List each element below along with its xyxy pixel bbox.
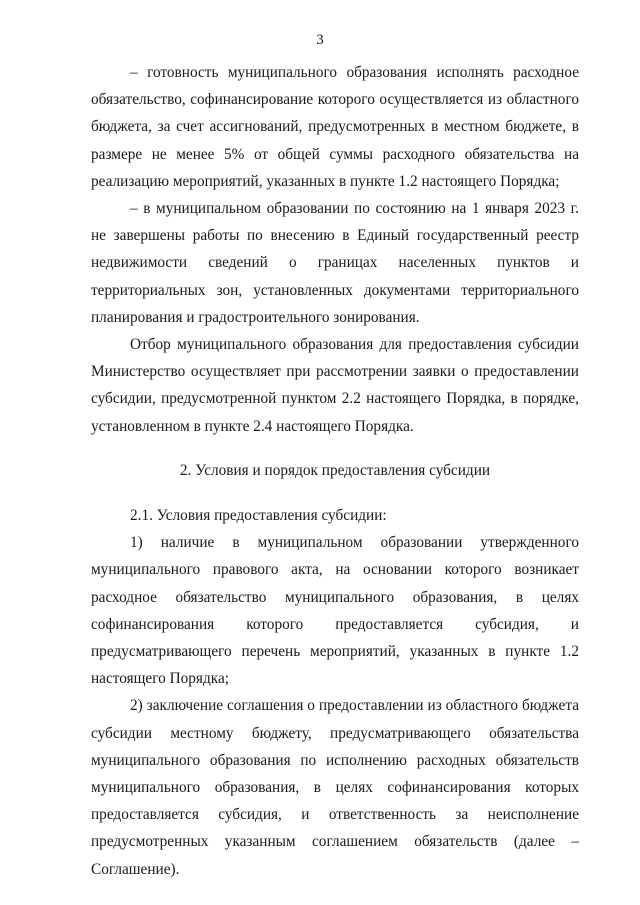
paragraph-registry-condition: – в муниципальном образовании по состоянию на 1 января 2023 г. не завершены работы по внесению в Единый государственный реестр недвижимости сведений о границах населенных пунктов и территориальных зон, установленных документами территориального планирования и градостроительного зонирования.: [91, 200, 579, 326]
section-heading: 2. Условия и порядок предоставления субсидии: [179, 461, 491, 479]
paragraph-readiness-condition: – готовность муниципального образования исполнять расходное обязательство, софинансирование которого осуществляется из областного бюджета, за счет ассигнований, предусмотренных в местном бюджете, в размере не менее 5% от общей суммы расходного обязательства на реализацию мероприятий, указанных в пункте 1.2 настоящего Порядка;: [91, 64, 579, 190]
page-number: 3: [316, 32, 324, 48]
document-body: [91, 59, 579, 883]
condition-item-1: 1) наличие в муниципальном образовании утвержденного муниципального правового акта, на основании которого возникает расходное обязательство муниципального образования, в целях софинансирования которого предоставляется субсидия, и предусматривающего перечень мероприятий, указанных в пункте 1.2 настоящего Порядка;: [91, 534, 579, 688]
paragraph-selection: Отбор муниципального образования для предоставления субсидии Министерство осуществляет при рассмотрении заявки о предоставлении субсидии, предусмотренной пунктом 2.2 настоящего Порядка, в порядке, установленном в пункте 2.4 настоящего Порядка.: [91, 336, 579, 435]
subsection-title: 2.1. Условия предоставления субсидии:: [130, 507, 387, 525]
condition-item-2: 2) заключение соглашения о предоставлении из областного бюджета субсидии местному бюджету, предусматривающего обязательства муниципального образования по исполнению расходных обязательств муниципального образования, в целях софинансирования которых предоставляется субсидия, и ответственность за неисполнение предусмотренных указанным соглашением обязательств (далее – Соглашение).: [91, 697, 579, 878]
